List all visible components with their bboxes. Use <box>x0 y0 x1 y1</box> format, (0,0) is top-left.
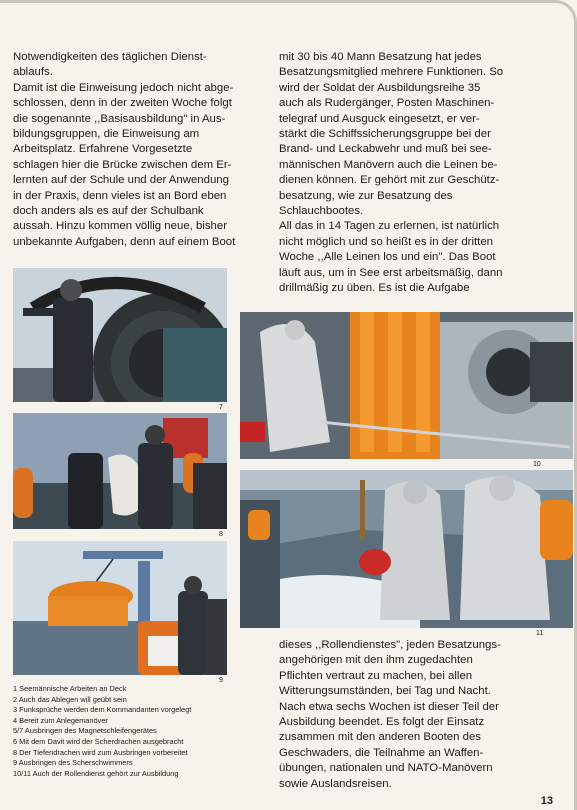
caption-line: 2 Auch das Ablegen will geübt sein <box>13 694 127 704</box>
photo-8 <box>13 413 227 529</box>
page-number: 13 <box>540 795 553 807</box>
caption-line: 6 Mit dem Davit wird der Scherdrachen ausgebracht <box>13 736 184 746</box>
body-text-column-right: mit 30 bis 40 Mann Besatzung hat jedes Besatzungsmitglied mehrere Funktionen. So wird der Soldat der Ausbildungsreihe 35 auch als Rudergänger, Posten Maschinen- telegraf und Ausguck eingesetzt, er ver- stärkt die Schiffssicherungsgruppe bei der Brand- und Leckabwehr und muß bei see- männischen Manövern auch die Leinen be- dienen können. Er gehört mit zur Geschütz- besatzung, wie zur Besatzung des Schlauchbootes. All das in 14 Tagen zu erlernen, ist natürlich nicht möglich und so heißt es in der dritten Woche ,,Alle Leinen los und ein". Das Boot läuft aus, um in See erst arbeitsmäßig, dann drillmäßig zu üben. Es ist die Aufgabe <box>279 51 504 295</box>
photo-number-10: 10 <box>533 461 541 468</box>
photo-7 <box>13 268 227 402</box>
caption-line: 8 Der Tiefendrachen wird zum Ausbringen vorbereitet <box>13 747 188 757</box>
caption-line: 10/11 Auch der Rollendienst gehört zur Ausbildung <box>13 768 179 778</box>
photo-number-8: 8 <box>219 531 223 538</box>
photo-number-9: 9 <box>219 677 223 684</box>
photo-9 <box>13 541 227 675</box>
caption-line: 4 Bereit zum Anlegemanöver <box>13 715 108 725</box>
caption-line: 5/7 Ausbringen des Magnetschleifengerätes <box>13 726 157 736</box>
body-text-column-bottom: dieses ,,Rollendienstes", jeden Besatzungs- angehörigen mit den ihm zugedachten Pflichten vertraut zu machen, bei allen Witterungsumständen, bei Tag und Nacht. Nach etwa sechs Wochen ist dieser Teil der Ausbildung beendet. Es folgt der Einsatz zusammen mit den anderen Booten des Geschwaders, die Teilnahme an Waffen- übungen, nationalen und NATO-Manövern sowie Auslandsreisen. <box>279 639 501 790</box>
photo-11 <box>240 470 573 628</box>
photo-10 <box>240 312 573 459</box>
photo-number-7: 7 <box>219 404 223 411</box>
photo-captions <box>13 684 263 779</box>
body-text-column-left: Notwendigkeiten des täglichen Dienst- ablaufs. Damit ist die Einweisung jedoch nicht abge- schlossen, denn in der zweiten Woche folgt die sogenannte ,,Basisausbildung" in Aus- bildungsgruppen, die Einweisung am Arbeitsplatz. Erfahrene Vorgesetzte schlagen hier die Brücke zwischen dem Er- lernten auf der Schule und der Anwendung in der Praxis, denn vieles ist an Bord eben doch anders als es auf der Schulbank aussah. Hinzu kommen völlig neue, bisher unbekannte Aufgaben, denn auf einem Boot <box>13 51 236 248</box>
caption-line: 9 Ausbringen des Scherschwimmers <box>13 758 133 768</box>
caption-line: 3 Funksprüche werden dem Kommandanten vorgelegt <box>13 705 192 715</box>
photo-number-11: 11 <box>536 630 544 637</box>
caption-line: 1 Seemännische Arbeiten an Deck <box>13 684 127 693</box>
